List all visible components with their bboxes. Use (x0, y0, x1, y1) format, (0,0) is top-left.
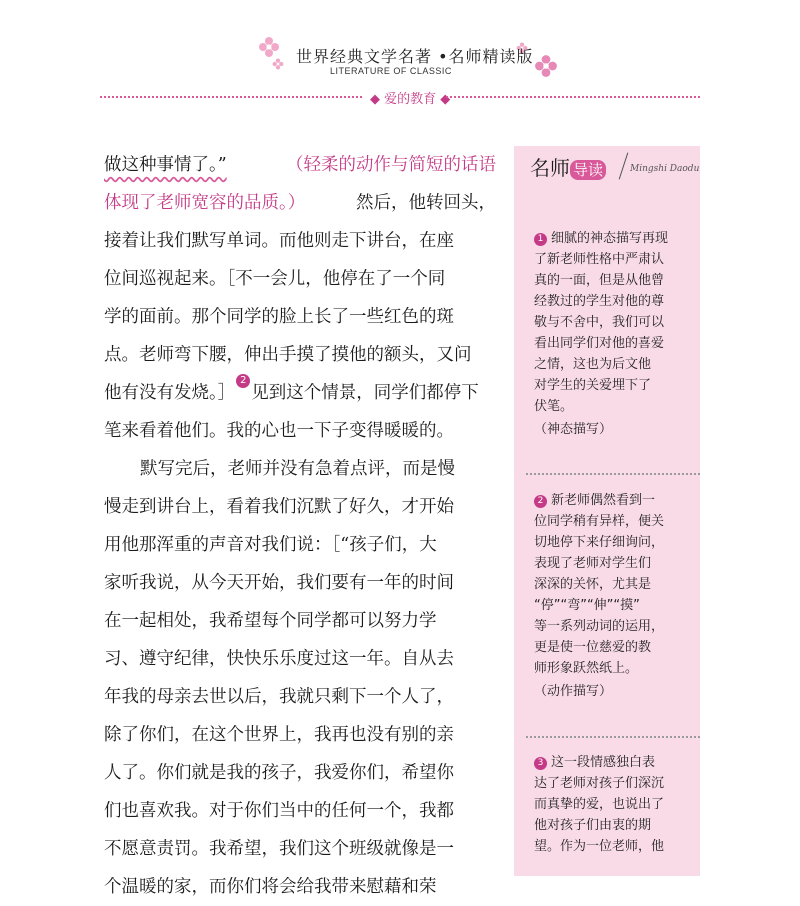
flower-decoration-icon (272, 58, 284, 70)
text-line: 习、遵守纪律，快快乐乐度过这一年。自从去 (104, 649, 454, 669)
text-line: 家听我说，从今天开始，我们要有一年的时间 (104, 573, 454, 593)
guide-note-3: 3 这一段情感独白表 达了老师对孩子们深沉 而真挚的爱，也说出了 他对孩子们由衷的期 望。作为一位老师，他 (534, 755, 665, 854)
body-text (104, 146, 496, 906)
text-line: 他有没有发烧。］ 2 见到这个情景，同学们都停下 (104, 375, 479, 403)
annotation-marker-2[interactable]: 2 (236, 374, 250, 388)
guide-note-1: 1 细腻的神态描写再现 了新老师性格中严肃认 真的一面，但是从他曾 经教过的学生对他的尊 敬与不舍中，我们可以 看出同学们对他的喜爱 之情，这也为后文他 对学生的关爱埋下了 伏笔。 （神态描写） (534, 228, 694, 440)
guide-note-2: 2 新老师偶然看到一 位同学稍有异样，便关 切地停下来仔细询问， 表现了老师对学生们 深深的关怀，尤其是 “停”“弯”“伸”“摸” 等一系列动词的运用， 更是使一位慈爱的教 师形象跃然纸上。 （动作描写） (534, 490, 694, 702)
series-subtitle: LITERATURE OF CLASSIC (330, 66, 452, 76)
sidebar-header (520, 146, 700, 186)
book-title: ◆ 爱的教育 ◆ (370, 92, 451, 107)
page-header (0, 0, 800, 110)
text-line: 做这种事情了。” （轻柔的动作与简短的话语 (104, 155, 496, 175)
text-line: 点。老师弯下腰，伸出手摸了摸他的额头，又问 (104, 345, 472, 365)
note-separator (526, 736, 700, 738)
header-divider-left (100, 96, 362, 98)
sidebar-title-english: Mingshi Daodu (630, 164, 700, 174)
text-line: 年我的母亲去世以后，我就只剩下一个人了， (104, 687, 454, 707)
header-divider-right (446, 96, 700, 98)
text-line: 位间巡视起来。［不一会儿，他停在了一个同 (104, 269, 446, 289)
text-line: 用他那浑重的声音对我们说：［“孩子们，大 (104, 535, 437, 555)
note-separator (526, 473, 700, 475)
text-line: 默写完后，老师并没有急着点评，而是慢 (140, 459, 455, 479)
flower-decoration-icon (258, 36, 280, 58)
text-line: 人了。你们就是我的孩子，我爱你们，希望你 (104, 763, 454, 783)
note-number: 2 (534, 495, 547, 508)
divider-slash (619, 153, 629, 180)
flower-decoration-icon (534, 54, 558, 78)
text-line: 学的面前。那个同学的脸上长了一些红色的斑 (104, 307, 454, 327)
text-line: 在一起相处，我希望每个同学都可以努力学 (104, 611, 437, 631)
sidebar-title-highlight: 导读 (570, 160, 606, 180)
text-line: 笔来看着他们。我的心也一下子变得暖暖的。 (104, 421, 454, 441)
text-line: 不愿意责罚。我希望，我们这个班级就像是一 (104, 839, 454, 859)
text-line: 慢走到讲台上，看着我们沉默了好久，才开始 (104, 497, 454, 517)
text-line: 除了你们，在这个世界上，我再也没有别的亲 (104, 725, 454, 745)
series-title: 世界经典文学名著 •名师精读版 (296, 47, 534, 66)
note-tag: （神态描写） (534, 422, 613, 437)
text-line: 们也喜欢我。对于你们当中的任何一个，我都 (104, 801, 454, 821)
note-number: 3 (534, 757, 547, 770)
text-line: 个温暖的家，而你们将会给我带来慰藉和荣 (104, 877, 437, 897)
sidebar-title: 名师 导读 (530, 152, 606, 181)
note-number: 1 (534, 233, 547, 246)
text-line: 接着让我们默写单词。而他则走下讲台，在座 (104, 231, 454, 251)
note-tag: （动作描写） (534, 684, 613, 699)
text-line: 体现了老师宽容的品质。） 然后，他转回头， (104, 193, 496, 213)
teacher-guide-sidebar (514, 146, 700, 876)
